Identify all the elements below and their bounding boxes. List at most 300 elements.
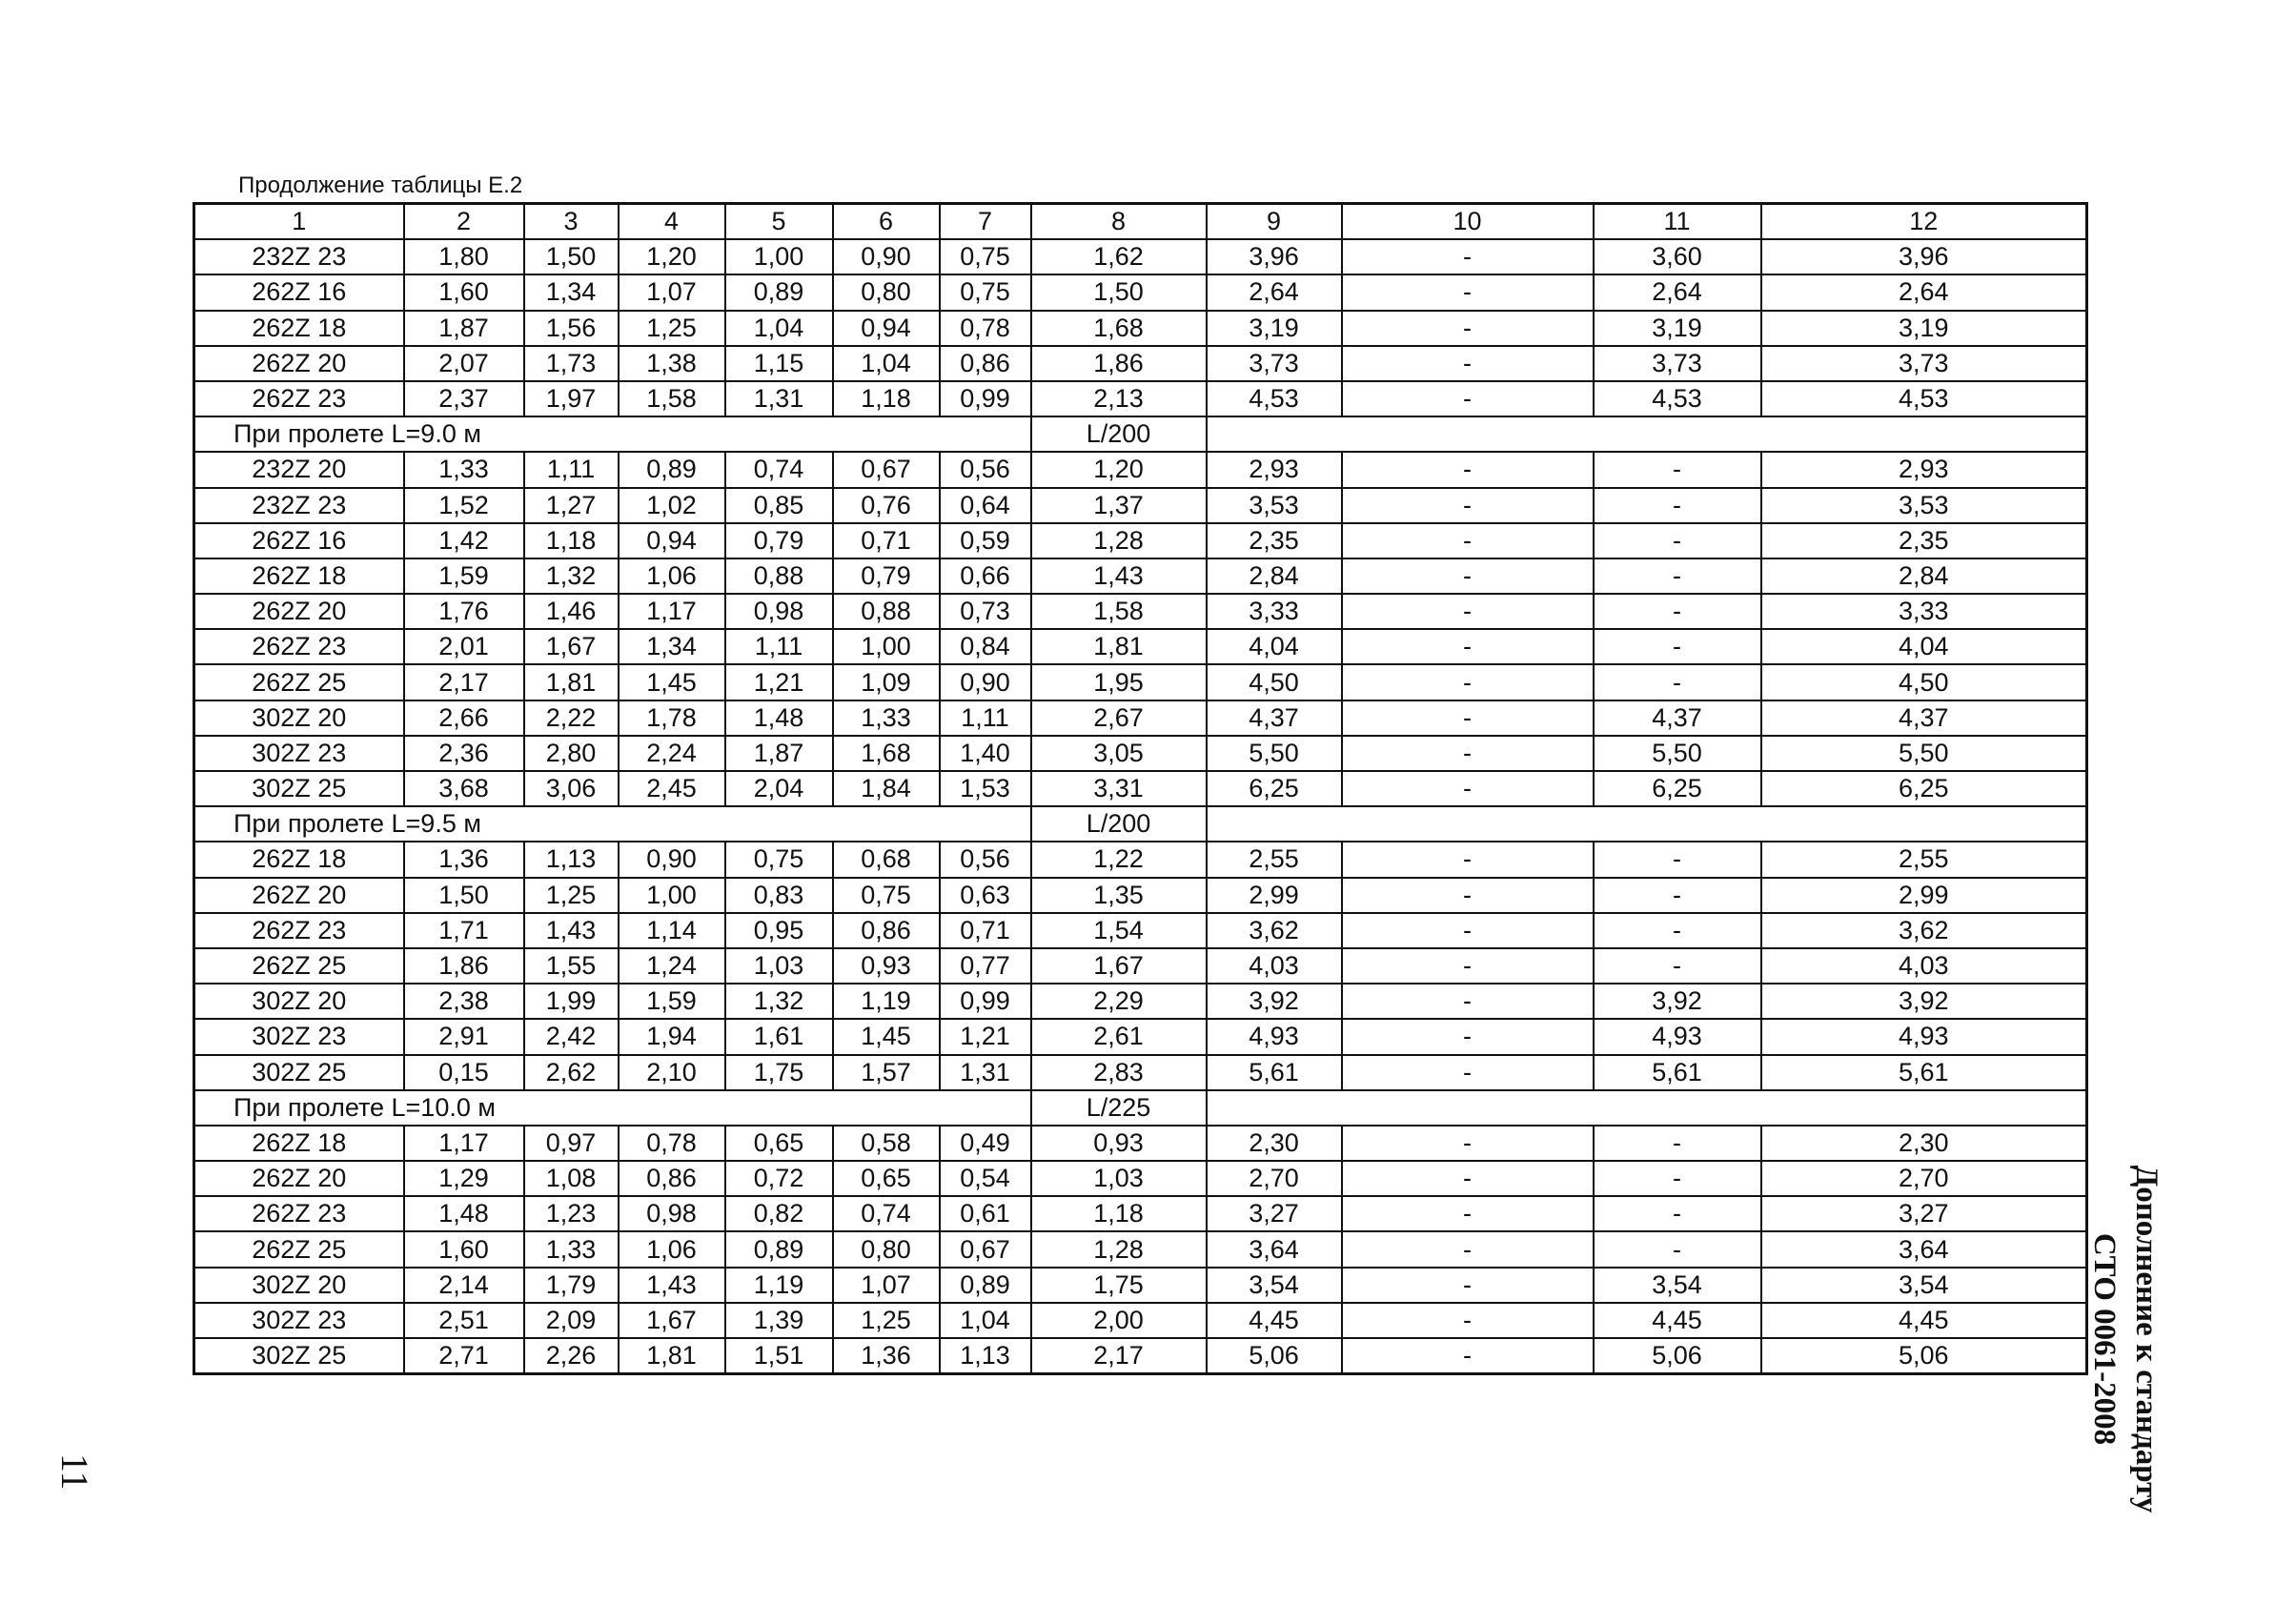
value-cell: - — [1342, 1019, 1594, 1054]
value-cell: 1,99 — [524, 984, 619, 1019]
value-cell: 1,08 — [524, 1161, 619, 1196]
value-cell: 1,36 — [404, 842, 524, 877]
value-cell: 0,93 — [833, 948, 940, 984]
value-cell: 0,64 — [940, 488, 1031, 523]
profile-cell: 302Z 23 — [194, 736, 404, 771]
profile-cell: 262Z 23 — [194, 629, 404, 664]
value-cell: 1,18 — [524, 523, 619, 558]
value-cell: 0,90 — [833, 239, 940, 274]
table-container — [193, 202, 2088, 1375]
value-cell: - — [1594, 558, 1761, 594]
value-cell: 0,65 — [833, 1161, 940, 1196]
value-cell: 1,80 — [404, 239, 524, 274]
value-cell: 1,34 — [524, 274, 619, 310]
value-cell: 1,31 — [725, 381, 833, 416]
table-row — [194, 523, 2087, 558]
value-cell: 2,45 — [619, 771, 725, 806]
value-cell: - — [1342, 346, 1594, 381]
value-cell: 1,32 — [524, 558, 619, 594]
value-cell: 0,93 — [1031, 1126, 1207, 1161]
table-row — [194, 1055, 2087, 1090]
value-cell: 1,07 — [619, 274, 725, 310]
value-cell: 0,84 — [940, 629, 1031, 664]
value-cell: 2,13 — [1031, 381, 1207, 416]
value-cell: 1,00 — [725, 239, 833, 274]
value-cell: 4,50 — [1761, 664, 2087, 700]
value-cell: 4,53 — [1207, 381, 1342, 416]
value-cell: 1,19 — [833, 984, 940, 1019]
value-cell: 6,25 — [1594, 771, 1761, 806]
value-cell: 4,93 — [1594, 1019, 1761, 1054]
value-cell: 1,28 — [1031, 1231, 1207, 1267]
profile-cell: 302Z 25 — [194, 1338, 404, 1374]
section-empty-cell — [1207, 806, 2087, 842]
value-cell: 2,70 — [1207, 1161, 1342, 1196]
value-cell: 0,94 — [833, 311, 940, 346]
value-cell: 1,81 — [524, 664, 619, 700]
table-row — [194, 558, 2087, 594]
value-cell: 1,86 — [1031, 346, 1207, 381]
value-cell: 0,89 — [619, 452, 725, 487]
value-cell: 1,78 — [619, 700, 725, 736]
value-cell: 6,25 — [1207, 771, 1342, 806]
value-cell: 1,46 — [524, 594, 619, 629]
value-cell: 2,29 — [1031, 984, 1207, 1019]
section-empty-cell — [1207, 416, 2087, 452]
value-cell: 4,45 — [1207, 1303, 1342, 1338]
header-cell: 7 — [940, 204, 1031, 240]
value-cell: - — [1342, 1055, 1594, 1090]
value-cell: - — [1342, 488, 1594, 523]
value-cell: 0,71 — [833, 523, 940, 558]
value-cell: 0,77 — [940, 948, 1031, 984]
value-cell: 3,73 — [1207, 346, 1342, 381]
value-cell: 2,67 — [1031, 700, 1207, 736]
value-cell: - — [1342, 629, 1594, 664]
value-cell: - — [1342, 700, 1594, 736]
profile-cell: 262Z 18 — [194, 842, 404, 877]
value-cell: 0,67 — [940, 1231, 1031, 1267]
value-cell: 2,35 — [1207, 523, 1342, 558]
section-row — [194, 416, 2087, 452]
value-cell: 0,71 — [940, 913, 1031, 948]
value-cell: - — [1594, 523, 1761, 558]
value-cell: 1,59 — [619, 984, 725, 1019]
value-cell: 4,93 — [1207, 1019, 1342, 1054]
value-cell: 0,75 — [940, 274, 1031, 310]
value-cell: 1,27 — [524, 488, 619, 523]
value-cell: 3,05 — [1031, 736, 1207, 771]
value-cell: 1,25 — [619, 311, 725, 346]
value-cell: 0,75 — [833, 878, 940, 913]
value-cell: 1,33 — [833, 700, 940, 736]
value-cell: 5,50 — [1761, 736, 2087, 771]
section-limit: L/225 — [1031, 1090, 1207, 1126]
table-row — [194, 736, 2087, 771]
section-row — [194, 806, 2087, 842]
value-cell: 4,50 — [1207, 664, 1342, 700]
profile-cell: 302Z 25 — [194, 771, 404, 806]
value-cell: 5,61 — [1207, 1055, 1342, 1090]
table-row — [194, 629, 2087, 664]
header-row — [194, 204, 2087, 240]
value-cell: 0,85 — [725, 488, 833, 523]
value-cell: 3,27 — [1207, 1196, 1342, 1231]
value-cell: 0,72 — [725, 1161, 833, 1196]
value-cell: 1,36 — [833, 1338, 940, 1374]
value-cell: 1,24 — [619, 948, 725, 984]
value-cell: 1,60 — [404, 1231, 524, 1267]
header-cell: 9 — [1207, 204, 1342, 240]
value-cell: 1,45 — [833, 1019, 940, 1054]
profile-cell: 262Z 20 — [194, 594, 404, 629]
profile-cell: 262Z 23 — [194, 381, 404, 416]
section-title: При пролете L=10.0 м — [194, 1090, 1031, 1126]
value-cell: 3,19 — [1594, 311, 1761, 346]
value-cell: 2,26 — [524, 1338, 619, 1374]
section-limit: L/200 — [1031, 416, 1207, 452]
value-cell: 3,92 — [1761, 984, 2087, 1019]
value-cell: 1,21 — [940, 1019, 1031, 1054]
table-row — [194, 1019, 2087, 1054]
profile-cell: 262Z 25 — [194, 664, 404, 700]
value-cell: 2,64 — [1761, 274, 2087, 310]
header-cell: 3 — [524, 204, 619, 240]
side-title — [2072, 1139, 2167, 1539]
value-cell: 2,30 — [1761, 1126, 2087, 1161]
value-cell: 4,04 — [1207, 629, 1342, 664]
value-cell: 0,82 — [725, 1196, 833, 1231]
value-cell: - — [1594, 452, 1761, 487]
table-row — [194, 381, 2087, 416]
value-cell: 3,53 — [1761, 488, 2087, 523]
table-row — [194, 274, 2087, 310]
value-cell: 0,88 — [725, 558, 833, 594]
value-cell: 2,24 — [619, 736, 725, 771]
value-cell: 1,20 — [619, 239, 725, 274]
table-row — [194, 488, 2087, 523]
value-cell: 1,54 — [1031, 913, 1207, 948]
value-cell: 0,86 — [940, 346, 1031, 381]
section-empty-cell — [1207, 1090, 2087, 1126]
value-cell: 2,55 — [1761, 842, 2087, 877]
value-cell: 1,15 — [725, 346, 833, 381]
value-cell: - — [1342, 523, 1594, 558]
value-cell: 1,40 — [940, 736, 1031, 771]
value-cell: 1,02 — [619, 488, 725, 523]
value-cell: 1,81 — [619, 1338, 725, 1374]
value-cell: 1,11 — [725, 629, 833, 664]
value-cell: - — [1342, 1303, 1594, 1338]
header-cell: 1 — [194, 204, 404, 240]
value-cell: 4,37 — [1207, 700, 1342, 736]
profile-cell: 262Z 16 — [194, 523, 404, 558]
value-cell: 0,89 — [940, 1268, 1031, 1303]
value-cell: 2,62 — [524, 1055, 619, 1090]
value-cell: 0,78 — [940, 311, 1031, 346]
value-cell: 2,93 — [1761, 452, 2087, 487]
value-cell: 1,17 — [619, 594, 725, 629]
value-cell: - — [1594, 629, 1761, 664]
value-cell: 2,17 — [1031, 1338, 1207, 1374]
table-row — [194, 1231, 2087, 1267]
value-cell: 2,70 — [1761, 1161, 2087, 1196]
value-cell: 2,84 — [1207, 558, 1342, 594]
value-cell: 1,39 — [725, 1303, 833, 1338]
value-cell: 4,45 — [1761, 1303, 2087, 1338]
value-cell: 3,96 — [1761, 239, 2087, 274]
value-cell: 0,56 — [940, 452, 1031, 487]
value-cell: 1,11 — [524, 452, 619, 487]
value-cell: 1,97 — [524, 381, 619, 416]
value-cell: 1,95 — [1031, 664, 1207, 700]
value-cell: 2,38 — [404, 984, 524, 1019]
value-cell: 0,80 — [833, 274, 940, 310]
value-cell: 2,55 — [1207, 842, 1342, 877]
value-cell: 4,37 — [1594, 700, 1761, 736]
value-cell: 0,78 — [619, 1126, 725, 1161]
value-cell: 2,99 — [1207, 878, 1342, 913]
value-cell: 1,21 — [725, 664, 833, 700]
value-cell: 1,67 — [619, 1303, 725, 1338]
value-cell: 3,92 — [1207, 984, 1342, 1019]
value-cell: 5,50 — [1594, 736, 1761, 771]
value-cell: 0,89 — [725, 1231, 833, 1267]
value-cell: 1,87 — [404, 311, 524, 346]
table-row — [194, 1161, 2087, 1196]
value-cell: 2,71 — [404, 1338, 524, 1374]
value-cell: 0,65 — [725, 1126, 833, 1161]
value-cell: 2,42 — [524, 1019, 619, 1054]
profile-cell: 302Z 20 — [194, 984, 404, 1019]
value-cell: 2,30 — [1207, 1126, 1342, 1161]
value-cell: 1,59 — [404, 558, 524, 594]
profile-cell: 232Z 23 — [194, 239, 404, 274]
profile-cell: 302Z 23 — [194, 1019, 404, 1054]
header-cell: 8 — [1031, 204, 1207, 240]
value-cell: 4,37 — [1761, 700, 2087, 736]
value-cell: 1,61 — [725, 1019, 833, 1054]
value-cell: 1,13 — [524, 842, 619, 877]
value-cell: 0,94 — [619, 523, 725, 558]
value-cell: 1,79 — [524, 1268, 619, 1303]
value-cell: 0,75 — [940, 239, 1031, 274]
value-cell: 1,73 — [524, 346, 619, 381]
value-cell: - — [1342, 1161, 1594, 1196]
value-cell: 1,33 — [404, 452, 524, 487]
value-cell: 2,51 — [404, 1303, 524, 1338]
value-cell: 0,56 — [940, 842, 1031, 877]
value-cell: 1,57 — [833, 1055, 940, 1090]
value-cell: 1,58 — [619, 381, 725, 416]
value-cell: 2,83 — [1031, 1055, 1207, 1090]
value-cell: - — [1342, 239, 1594, 274]
value-cell: - — [1342, 878, 1594, 913]
value-cell: 0,98 — [619, 1196, 725, 1231]
value-cell: 0,97 — [524, 1126, 619, 1161]
value-cell: 1,06 — [619, 558, 725, 594]
profile-cell: 262Z 18 — [194, 1126, 404, 1161]
value-cell: 3,96 — [1207, 239, 1342, 274]
value-cell: 1,43 — [1031, 558, 1207, 594]
value-cell: 2,01 — [404, 629, 524, 664]
header-cell: 2 — [404, 204, 524, 240]
value-cell: 1,68 — [833, 736, 940, 771]
section-limit: L/200 — [1031, 806, 1207, 842]
table-row — [194, 664, 2087, 700]
value-cell: 1,50 — [404, 878, 524, 913]
header-cell: 5 — [725, 204, 833, 240]
value-cell: 1,34 — [619, 629, 725, 664]
value-cell: 2,64 — [1594, 274, 1761, 310]
value-cell: 1,23 — [524, 1196, 619, 1231]
value-cell: 1,18 — [833, 381, 940, 416]
value-cell: 2,37 — [404, 381, 524, 416]
value-cell: 1,11 — [940, 700, 1031, 736]
value-cell: 5,06 — [1761, 1338, 2087, 1374]
value-cell: 1,87 — [725, 736, 833, 771]
value-cell: 1,06 — [619, 1231, 725, 1267]
value-cell: 0,90 — [619, 842, 725, 877]
value-cell: 3,54 — [1207, 1268, 1342, 1303]
value-cell: 0,88 — [833, 594, 940, 629]
value-cell: - — [1594, 594, 1761, 629]
value-cell: 2,66 — [404, 700, 524, 736]
value-cell: 1,51 — [725, 1338, 833, 1374]
value-cell: 1,50 — [1031, 274, 1207, 310]
header-cell: 10 — [1342, 204, 1594, 240]
data-table — [193, 202, 2088, 1375]
value-cell: 0,61 — [940, 1196, 1031, 1231]
value-cell: 6,25 — [1761, 771, 2087, 806]
side-title-line1: Дополнение к стандарту — [2129, 1165, 2164, 1513]
profile-cell: 262Z 20 — [194, 878, 404, 913]
section-title: При пролете L=9.5 м — [194, 806, 1031, 842]
table-row — [194, 452, 2087, 487]
value-cell: 3,62 — [1761, 913, 2087, 948]
value-cell: 2,61 — [1031, 1019, 1207, 1054]
value-cell: 5,61 — [1761, 1055, 2087, 1090]
value-cell: 1,53 — [940, 771, 1031, 806]
value-cell: 1,20 — [1031, 452, 1207, 487]
value-cell: 0,76 — [833, 488, 940, 523]
table-row — [194, 1303, 2087, 1338]
value-cell: 5,06 — [1594, 1338, 1761, 1374]
value-cell: 0,66 — [940, 558, 1031, 594]
value-cell: 2,07 — [404, 346, 524, 381]
table-row — [194, 1338, 2087, 1374]
value-cell: 4,53 — [1594, 381, 1761, 416]
table-row — [194, 594, 2087, 629]
value-cell: 0,68 — [833, 842, 940, 877]
value-cell: 2,93 — [1207, 452, 1342, 487]
value-cell: - — [1594, 488, 1761, 523]
value-cell: 2,99 — [1761, 878, 2087, 913]
value-cell: - — [1594, 1231, 1761, 1267]
value-cell: - — [1342, 984, 1594, 1019]
value-cell: 5,61 — [1594, 1055, 1761, 1090]
value-cell: 1,94 — [619, 1019, 725, 1054]
value-cell: 1,03 — [725, 948, 833, 984]
value-cell: 3,27 — [1761, 1196, 2087, 1231]
profile-cell: 262Z 16 — [194, 274, 404, 310]
value-cell: 2,10 — [619, 1055, 725, 1090]
value-cell: 0,79 — [833, 558, 940, 594]
value-cell: 1,62 — [1031, 239, 1207, 274]
value-cell: 2,09 — [524, 1303, 619, 1338]
value-cell: - — [1594, 842, 1761, 877]
value-cell: 3,60 — [1594, 239, 1761, 274]
value-cell: 1,71 — [404, 913, 524, 948]
value-cell: 3,54 — [1761, 1268, 2087, 1303]
value-cell: 1,58 — [1031, 594, 1207, 629]
profile-cell: 262Z 25 — [194, 948, 404, 984]
value-cell: 3,62 — [1207, 913, 1342, 948]
value-cell: - — [1342, 736, 1594, 771]
value-cell: - — [1342, 913, 1594, 948]
value-cell: 3,31 — [1031, 771, 1207, 806]
value-cell: 2,36 — [404, 736, 524, 771]
value-cell: 3,73 — [1594, 346, 1761, 381]
value-cell: - — [1342, 381, 1594, 416]
table-row — [194, 1196, 2087, 1231]
value-cell: - — [1594, 1161, 1761, 1196]
value-cell: 2,84 — [1761, 558, 2087, 594]
profile-cell: 302Z 25 — [194, 1055, 404, 1090]
table-row — [194, 346, 2087, 381]
value-cell: - — [1342, 664, 1594, 700]
profile-cell: 262Z 20 — [194, 346, 404, 381]
value-cell: 1,00 — [833, 629, 940, 664]
value-cell: 1,55 — [524, 948, 619, 984]
header-cell: 11 — [1594, 204, 1761, 240]
table-body — [194, 204, 2087, 1374]
value-cell: - — [1594, 1196, 1761, 1231]
value-cell: 0,63 — [940, 878, 1031, 913]
value-cell: - — [1342, 558, 1594, 594]
value-cell: 2,64 — [1207, 274, 1342, 310]
profile-cell: 262Z 25 — [194, 1231, 404, 1267]
value-cell: 3,53 — [1207, 488, 1342, 523]
value-cell: 4,03 — [1761, 948, 2087, 984]
value-cell: 1,13 — [940, 1338, 1031, 1374]
section-title: При пролете L=9.0 м — [194, 416, 1031, 452]
value-cell: 1,18 — [1031, 1196, 1207, 1231]
value-cell: 1,81 — [1031, 629, 1207, 664]
value-cell: 1,25 — [833, 1303, 940, 1338]
profile-cell: 302Z 23 — [194, 1303, 404, 1338]
value-cell: 1,42 — [404, 523, 524, 558]
value-cell: - — [1342, 1231, 1594, 1267]
profile-cell: 232Z 20 — [194, 452, 404, 487]
value-cell: - — [1342, 594, 1594, 629]
table-row — [194, 311, 2087, 346]
table-row — [194, 878, 2087, 913]
value-cell: 5,50 — [1207, 736, 1342, 771]
value-cell: 1,03 — [1031, 1161, 1207, 1196]
value-cell: 1,29 — [404, 1161, 524, 1196]
value-cell: - — [1342, 1338, 1594, 1374]
value-cell: - — [1342, 771, 1594, 806]
value-cell: 1,32 — [725, 984, 833, 1019]
value-cell: 0,75 — [725, 842, 833, 877]
page-number: 11 — [53, 1453, 96, 1491]
value-cell: 1,67 — [1031, 948, 1207, 984]
value-cell: 2,14 — [404, 1268, 524, 1303]
value-cell: 1,33 — [524, 1231, 619, 1267]
value-cell: 4,04 — [1761, 629, 2087, 664]
value-cell: 1,84 — [833, 771, 940, 806]
